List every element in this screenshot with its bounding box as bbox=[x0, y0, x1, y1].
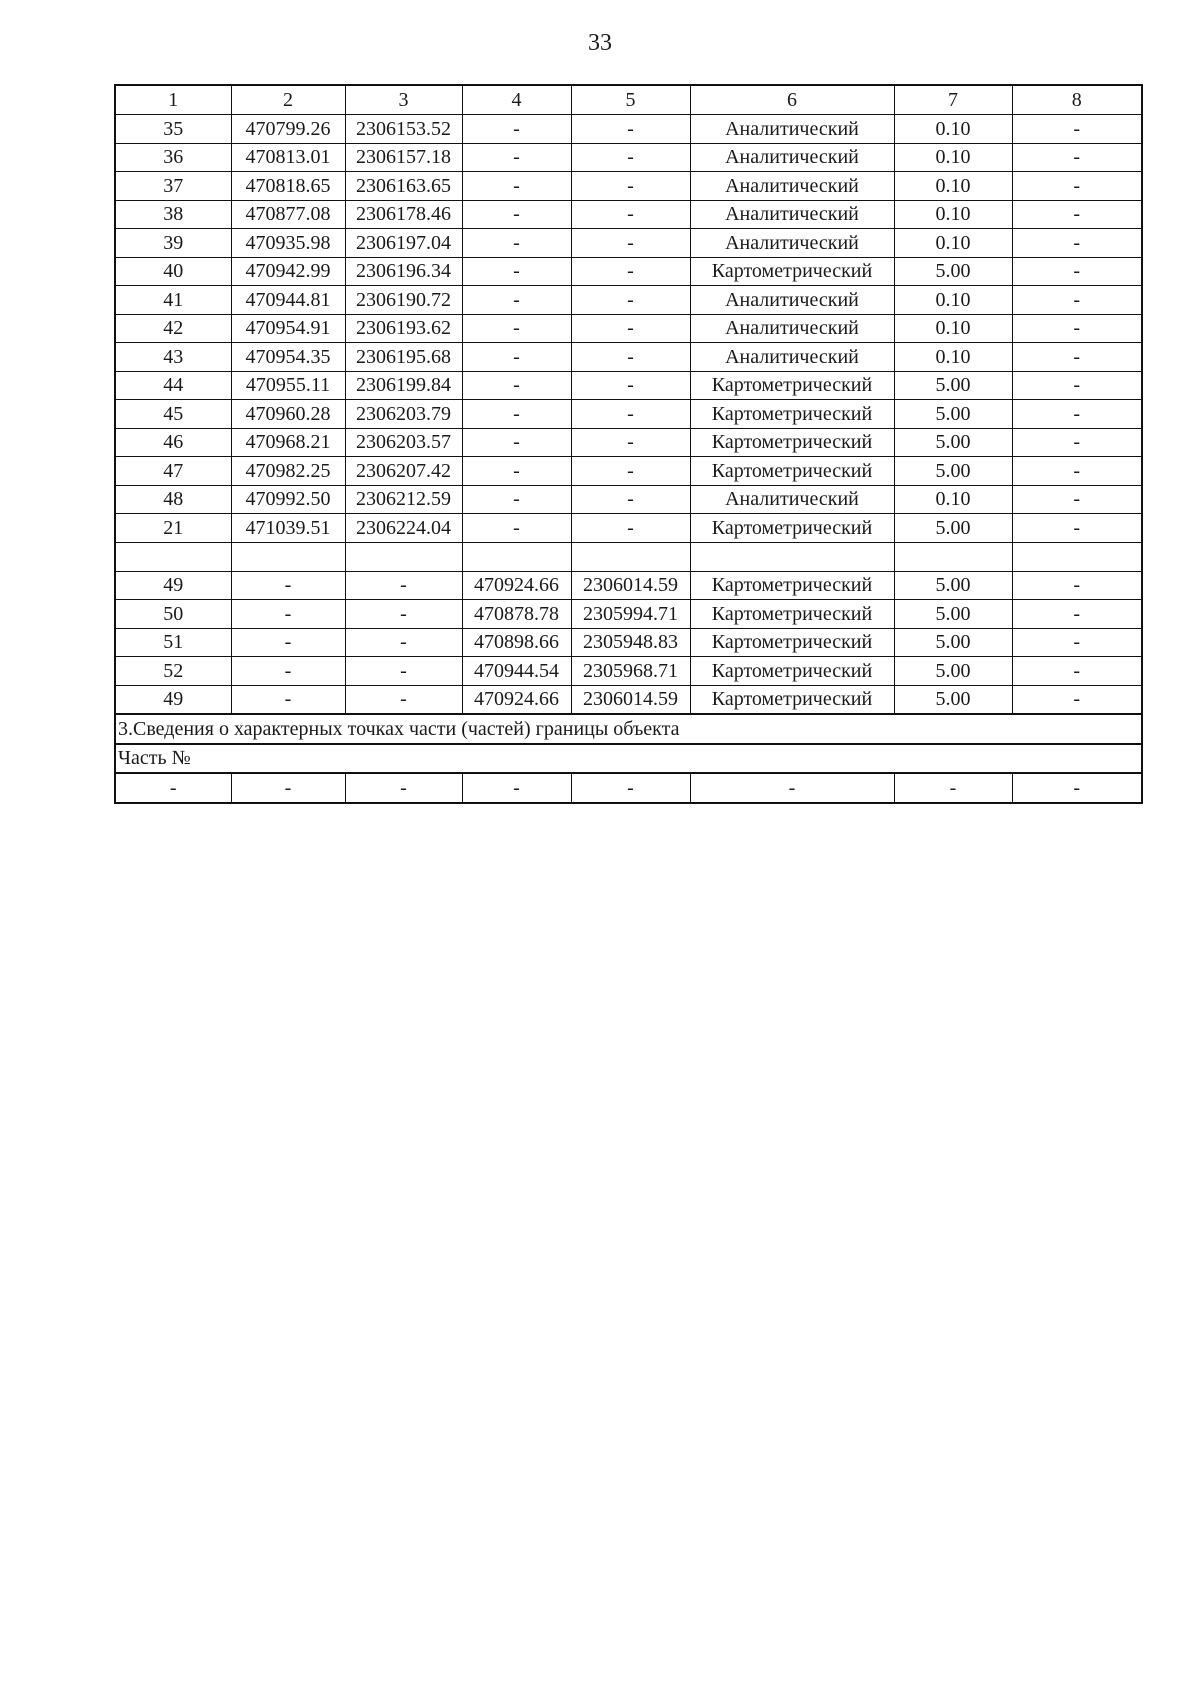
table-row bbox=[115, 400, 1142, 429]
table-row bbox=[115, 343, 1142, 372]
table-cell: 470944.81 bbox=[231, 286, 345, 315]
table-cell: - bbox=[571, 200, 690, 229]
table-cell: - bbox=[345, 628, 462, 657]
table-cell: - bbox=[345, 571, 462, 600]
table-cell: - bbox=[345, 657, 462, 686]
table-cell: - bbox=[1012, 514, 1142, 543]
table-cell: - bbox=[1012, 200, 1142, 229]
table-cell: - bbox=[690, 773, 894, 803]
table-cell: - bbox=[462, 286, 571, 315]
table-cell: 2306014.59 bbox=[571, 685, 690, 714]
column-header: 2 bbox=[231, 85, 345, 115]
table-cell: - bbox=[231, 773, 345, 803]
table-cell: - bbox=[571, 172, 690, 201]
table-cell: 2306195.68 bbox=[345, 343, 462, 372]
table-cell: 49 bbox=[115, 571, 231, 600]
table-cell: - bbox=[1012, 571, 1142, 600]
table-cell: - bbox=[571, 343, 690, 372]
table-cell: 51 bbox=[115, 628, 231, 657]
table-cell: 471039.51 bbox=[231, 514, 345, 543]
column-header: 5 bbox=[571, 85, 690, 115]
section-3-title: 3.Сведения о характерных точках части (частей) границы объекта bbox=[115, 714, 1142, 744]
table-cell: 2305994.71 bbox=[571, 600, 690, 629]
table-cell: 470955.11 bbox=[231, 371, 345, 400]
table-row bbox=[115, 685, 1142, 714]
table-row bbox=[115, 571, 1142, 600]
table-cell: - bbox=[231, 657, 345, 686]
table-cell: - bbox=[571, 314, 690, 343]
table-cell: 470954.35 bbox=[231, 343, 345, 372]
table-cell: 2306197.04 bbox=[345, 229, 462, 258]
table-cell: - bbox=[462, 314, 571, 343]
table-cell: Аналитический bbox=[690, 343, 894, 372]
table-cell: Картометрический bbox=[690, 371, 894, 400]
table-cell: - bbox=[571, 371, 690, 400]
table-row bbox=[115, 286, 1142, 315]
table-cell: 2306178.46 bbox=[345, 200, 462, 229]
table-cell: 470982.25 bbox=[231, 457, 345, 486]
table-cell: 2305968.71 bbox=[571, 657, 690, 686]
table-cell: - bbox=[1012, 457, 1142, 486]
column-number-row bbox=[115, 85, 1142, 115]
table-cell: - bbox=[1012, 314, 1142, 343]
table-cell: - bbox=[1012, 286, 1142, 315]
table-cell: 36 bbox=[115, 143, 231, 172]
table-cell: 2306203.57 bbox=[345, 428, 462, 457]
table-cell: - bbox=[1012, 400, 1142, 429]
table-cell: 470942.99 bbox=[231, 257, 345, 286]
table-cell: - bbox=[1012, 343, 1142, 372]
table-cell: Аналитический bbox=[690, 229, 894, 258]
table-cell: 44 bbox=[115, 371, 231, 400]
table-cell: 5.00 bbox=[894, 571, 1012, 600]
table-cell: 48 bbox=[115, 485, 231, 514]
table-cell: 2306190.72 bbox=[345, 286, 462, 315]
table-cell: - bbox=[1012, 229, 1142, 258]
table-cell: Аналитический bbox=[690, 314, 894, 343]
table-cell: 52 bbox=[115, 657, 231, 686]
table-cell: - bbox=[462, 514, 571, 543]
table-cell: 2306203.79 bbox=[345, 400, 462, 429]
table-cell: 40 bbox=[115, 257, 231, 286]
column-header: 7 bbox=[894, 85, 1012, 115]
table-cell: - bbox=[571, 257, 690, 286]
table-cell: Аналитический bbox=[690, 143, 894, 172]
table-cell: 2306157.18 bbox=[345, 143, 462, 172]
empty-cell bbox=[571, 542, 690, 571]
table-cell: - bbox=[231, 571, 345, 600]
empty-cell bbox=[462, 542, 571, 571]
table-cell: - bbox=[571, 457, 690, 486]
part-label: Часть № bbox=[115, 744, 1142, 774]
table-cell: - bbox=[462, 172, 571, 201]
table-row bbox=[115, 314, 1142, 343]
table-cell: 0.10 bbox=[894, 143, 1012, 172]
table-row bbox=[115, 628, 1142, 657]
table-cell: Картометрический bbox=[690, 400, 894, 429]
table-cell: - bbox=[571, 115, 690, 144]
table-cell: 5.00 bbox=[894, 514, 1012, 543]
table-cell: 0.10 bbox=[894, 485, 1012, 514]
column-header: 8 bbox=[1012, 85, 1142, 115]
table-cell: 37 bbox=[115, 172, 231, 201]
column-header: 1 bbox=[115, 85, 231, 115]
table-cell: - bbox=[462, 773, 571, 803]
table-cell: Аналитический bbox=[690, 115, 894, 144]
table-cell: - bbox=[1012, 685, 1142, 714]
table-cell: 49 bbox=[115, 685, 231, 714]
table-cell: - bbox=[231, 628, 345, 657]
table-cell: - bbox=[571, 485, 690, 514]
table-cell: 0.10 bbox=[894, 343, 1012, 372]
table-cell: 5.00 bbox=[894, 628, 1012, 657]
table-cell: - bbox=[571, 229, 690, 258]
table-cell: 470944.54 bbox=[462, 657, 571, 686]
table-cell: 470968.21 bbox=[231, 428, 345, 457]
table-cell: - bbox=[345, 773, 462, 803]
table-cell: - bbox=[1012, 628, 1142, 657]
table-cell: 470818.65 bbox=[231, 172, 345, 201]
table-cell: - bbox=[231, 685, 345, 714]
coordinates-table bbox=[114, 84, 1143, 804]
table-cell: 0.10 bbox=[894, 115, 1012, 144]
table-row bbox=[115, 514, 1142, 543]
table-cell: 470992.50 bbox=[231, 485, 345, 514]
table-body bbox=[115, 85, 1142, 803]
table-cell: Аналитический bbox=[690, 485, 894, 514]
table-row bbox=[115, 600, 1142, 629]
table-cell: 2306193.62 bbox=[345, 314, 462, 343]
table-cell: - bbox=[462, 457, 571, 486]
table-cell: 470960.28 bbox=[231, 400, 345, 429]
empty-cell bbox=[894, 542, 1012, 571]
table-cell: 2306014.59 bbox=[571, 571, 690, 600]
table-cell: - bbox=[462, 343, 571, 372]
table-cell: - bbox=[462, 428, 571, 457]
table-cell: 5.00 bbox=[894, 657, 1012, 686]
table-cell: - bbox=[1012, 428, 1142, 457]
table-cell: Картометрический bbox=[690, 571, 894, 600]
table-cell: 0.10 bbox=[894, 286, 1012, 315]
table-cell: - bbox=[115, 773, 231, 803]
table-cell: - bbox=[1012, 600, 1142, 629]
table-cell: - bbox=[462, 200, 571, 229]
table-cell: Картометрический bbox=[690, 657, 894, 686]
table-row bbox=[115, 143, 1142, 172]
table-cell: Аналитический bbox=[690, 286, 894, 315]
table-cell: 470954.91 bbox=[231, 314, 345, 343]
table-cell: 5.00 bbox=[894, 685, 1012, 714]
table-cell: - bbox=[571, 286, 690, 315]
table-row bbox=[115, 485, 1142, 514]
table-cell: Картометрический bbox=[690, 685, 894, 714]
table-row bbox=[115, 257, 1142, 286]
table-cell: 0.10 bbox=[894, 200, 1012, 229]
column-header: 3 bbox=[345, 85, 462, 115]
table-row bbox=[115, 115, 1142, 144]
table-cell: Картометрический bbox=[690, 600, 894, 629]
table-cell: 35 bbox=[115, 115, 231, 144]
table-cell: 2306196.34 bbox=[345, 257, 462, 286]
table-cell: 2306212.59 bbox=[345, 485, 462, 514]
table-cell: Картометрический bbox=[690, 428, 894, 457]
table-cell: Аналитический bbox=[690, 200, 894, 229]
table-cell: 470924.66 bbox=[462, 685, 571, 714]
table-cell: 470924.66 bbox=[462, 571, 571, 600]
table-cell: Картометрический bbox=[690, 457, 894, 486]
table-cell: 47 bbox=[115, 457, 231, 486]
table-cell: Картометрический bbox=[690, 257, 894, 286]
table-cell: - bbox=[571, 143, 690, 172]
table-row bbox=[115, 172, 1142, 201]
table-row bbox=[115, 773, 1142, 803]
page-number: 33 bbox=[588, 30, 612, 56]
table-cell: 50 bbox=[115, 600, 231, 629]
table-cell: Аналитический bbox=[690, 172, 894, 201]
table-cell: Картометрический bbox=[690, 628, 894, 657]
table-cell: 21 bbox=[115, 514, 231, 543]
table-cell: 2306163.65 bbox=[345, 172, 462, 201]
table-cell: 2306224.04 bbox=[345, 514, 462, 543]
table-cell: 42 bbox=[115, 314, 231, 343]
table-cell: - bbox=[462, 257, 571, 286]
empty-cell bbox=[115, 542, 231, 571]
table-cell: - bbox=[345, 685, 462, 714]
table-cell: - bbox=[894, 773, 1012, 803]
table-cell: 470799.26 bbox=[231, 115, 345, 144]
column-header: 4 bbox=[462, 85, 571, 115]
table-cell: 0.10 bbox=[894, 172, 1012, 201]
section-3-row bbox=[115, 714, 1142, 744]
table-row bbox=[115, 229, 1142, 258]
table-cell: - bbox=[1012, 657, 1142, 686]
table-cell: - bbox=[1012, 115, 1142, 144]
table-cell: 5.00 bbox=[894, 428, 1012, 457]
table-cell: - bbox=[462, 371, 571, 400]
empty-cell bbox=[345, 542, 462, 571]
table-cell: - bbox=[1012, 371, 1142, 400]
table-cell: - bbox=[231, 600, 345, 629]
table-cell: 0.10 bbox=[894, 314, 1012, 343]
table-cell: - bbox=[1012, 172, 1142, 201]
table-cell: - bbox=[571, 428, 690, 457]
table-cell: 45 bbox=[115, 400, 231, 429]
table-cell: 2306199.84 bbox=[345, 371, 462, 400]
table-cell: 5.00 bbox=[894, 400, 1012, 429]
table-cell: 5.00 bbox=[894, 371, 1012, 400]
column-header: 6 bbox=[690, 85, 894, 115]
table-cell: 41 bbox=[115, 286, 231, 315]
table-cell: 470878.78 bbox=[462, 600, 571, 629]
table-cell: Картометрический bbox=[690, 514, 894, 543]
table-cell: 43 bbox=[115, 343, 231, 372]
table-cell: 2306153.52 bbox=[345, 115, 462, 144]
table-cell: - bbox=[1012, 257, 1142, 286]
table-cell: 2306207.42 bbox=[345, 457, 462, 486]
table-cell: 2305948.83 bbox=[571, 628, 690, 657]
table-cell: - bbox=[462, 115, 571, 144]
empty-cell bbox=[690, 542, 894, 571]
table-cell: 5.00 bbox=[894, 257, 1012, 286]
table-cell: - bbox=[571, 514, 690, 543]
table-cell: 38 bbox=[115, 200, 231, 229]
table-cell: 5.00 bbox=[894, 600, 1012, 629]
table-cell: 5.00 bbox=[894, 457, 1012, 486]
part-label-row bbox=[115, 744, 1142, 774]
table-row bbox=[115, 457, 1142, 486]
table-cell: - bbox=[462, 485, 571, 514]
table-row bbox=[115, 371, 1142, 400]
table-row bbox=[115, 200, 1142, 229]
table-cell: 0.10 bbox=[894, 229, 1012, 258]
table-cell: - bbox=[571, 400, 690, 429]
blank-separator-row bbox=[115, 542, 1142, 571]
table-cell: 470877.08 bbox=[231, 200, 345, 229]
table-cell: 470813.01 bbox=[231, 143, 345, 172]
table-cell: - bbox=[462, 143, 571, 172]
empty-cell bbox=[1012, 542, 1142, 571]
table-cell: - bbox=[1012, 773, 1142, 803]
table-row bbox=[115, 428, 1142, 457]
table-row bbox=[115, 657, 1142, 686]
table-cell: 470935.98 bbox=[231, 229, 345, 258]
table-cell: - bbox=[462, 400, 571, 429]
table-cell: 39 bbox=[115, 229, 231, 258]
table-cell: - bbox=[571, 773, 690, 803]
empty-cell bbox=[231, 542, 345, 571]
table-cell: 46 bbox=[115, 428, 231, 457]
table-cell: 470898.66 bbox=[462, 628, 571, 657]
table-cell: - bbox=[345, 600, 462, 629]
table-cell: - bbox=[1012, 143, 1142, 172]
table-cell: - bbox=[462, 229, 571, 258]
table-cell: - bbox=[1012, 485, 1142, 514]
